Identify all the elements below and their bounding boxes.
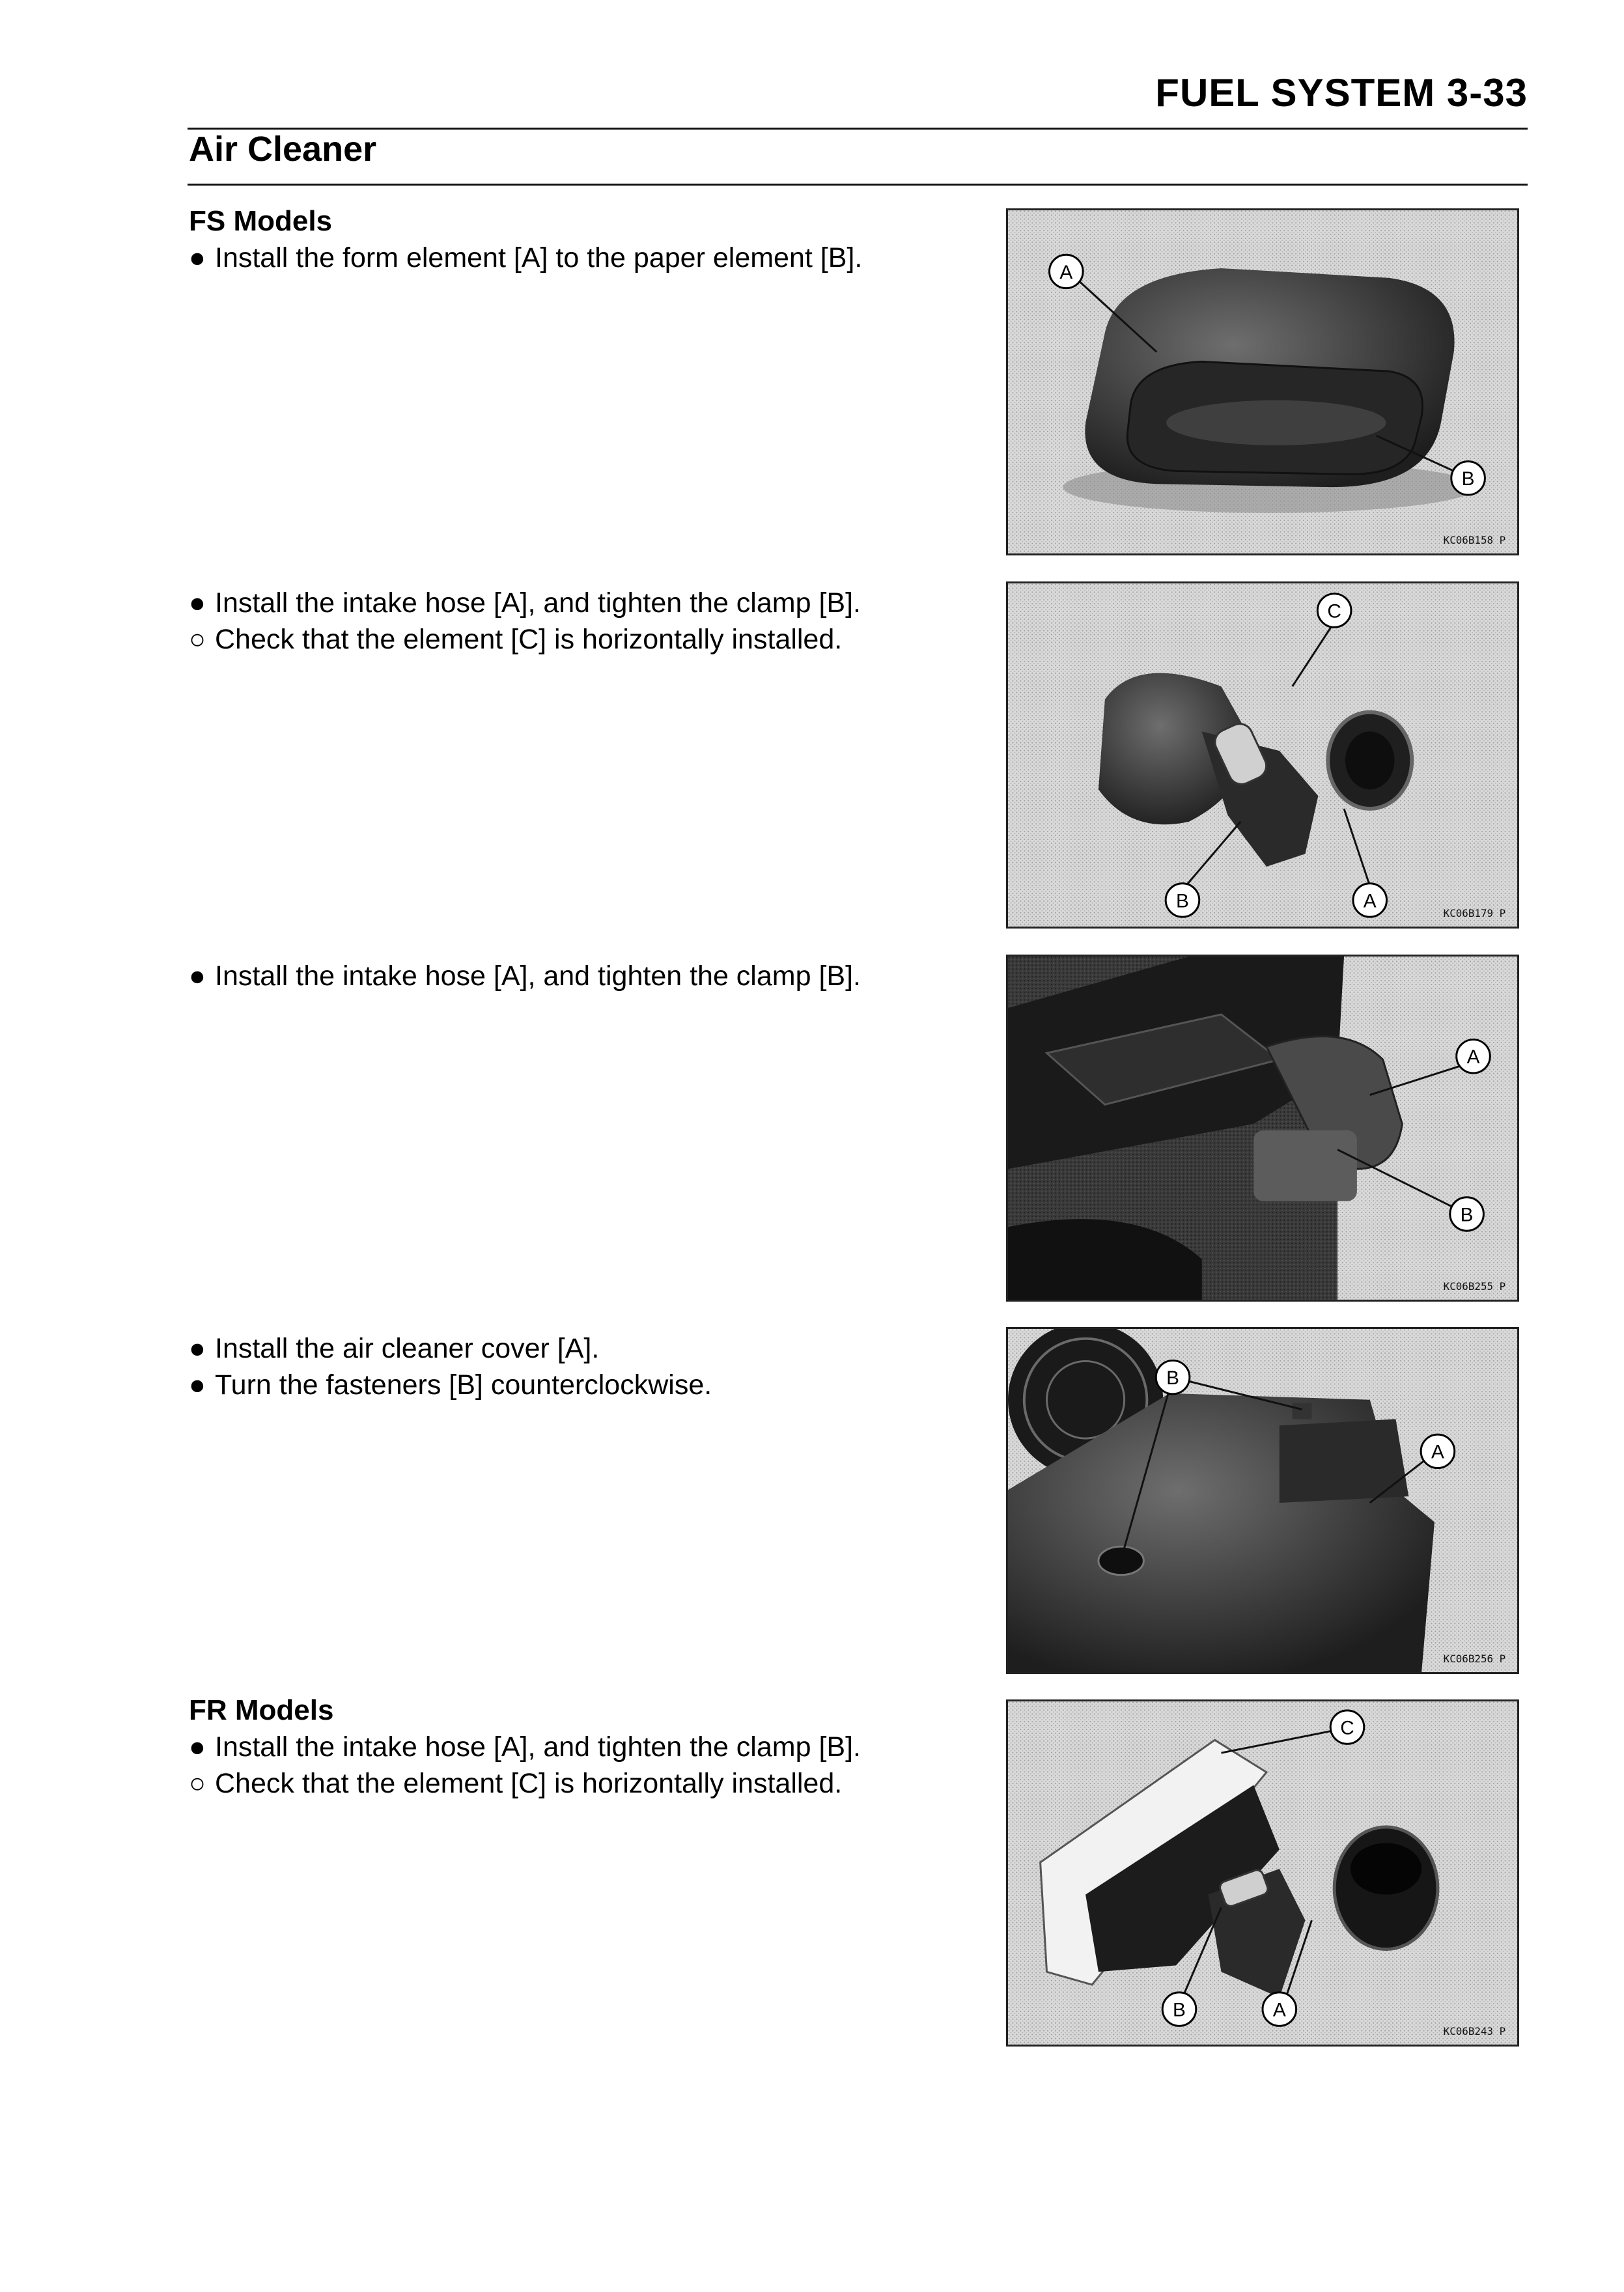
instruction-text: Turn the fasteners [B] counterclockwise. bbox=[215, 1369, 712, 1401]
step-4-text bbox=[189, 1330, 970, 1403]
bullet-marker: ● bbox=[189, 242, 206, 273]
bullet-marker: ● bbox=[189, 960, 206, 992]
instruction-line bbox=[189, 1729, 970, 1765]
figure-id: KC06B256 P bbox=[1443, 1653, 1506, 1666]
step-1-text bbox=[189, 203, 970, 276]
instruction-text: Check that the element [C] is horizontally installed. bbox=[215, 1768, 843, 1799]
instruction-line bbox=[189, 240, 970, 276]
bullet-marker: ● bbox=[189, 1333, 206, 1364]
air-cleaner-cover-photo bbox=[1006, 1327, 1519, 1674]
instruction-text: Install the air cleaner cover [A]. bbox=[215, 1333, 600, 1364]
callout-label: A bbox=[1059, 261, 1073, 283]
instruction-line bbox=[189, 1765, 970, 1802]
instruction-text: Check that the element [C] is horizontally installed. bbox=[215, 624, 843, 655]
bullet-marker: ● bbox=[189, 587, 206, 619]
bullet-marker: ● bbox=[189, 1731, 206, 1763]
callout-label: B bbox=[1173, 1999, 1186, 2021]
callout-label: A bbox=[1363, 890, 1377, 912]
section-title: Air Cleaner bbox=[189, 130, 377, 169]
callout-label: B bbox=[1166, 1367, 1179, 1390]
bullet-marker: ○ bbox=[189, 624, 206, 655]
callout-label: B bbox=[1461, 468, 1475, 490]
instruction-line bbox=[189, 585, 970, 621]
step-3-text bbox=[189, 958, 970, 994]
bullet-marker: ○ bbox=[189, 1768, 206, 1799]
callout-label: A bbox=[1431, 1441, 1444, 1463]
instruction-line bbox=[189, 1367, 970, 1403]
instruction-line bbox=[189, 621, 970, 658]
instruction-text: Install the intake hose [A], and tighten the clamp [B]. bbox=[215, 1731, 861, 1763]
subhead-fs-models: FS Models bbox=[189, 205, 333, 237]
instruction-line bbox=[189, 1330, 970, 1367]
instruction-line bbox=[189, 958, 970, 994]
callout-label: B bbox=[1460, 1204, 1474, 1226]
step-2-text bbox=[189, 585, 970, 658]
header-rule bbox=[188, 128, 1528, 130]
callout-label: B bbox=[1176, 890, 1189, 912]
figure-id: KC06B243 P bbox=[1443, 2025, 1506, 2038]
intake-hose-photo bbox=[1006, 581, 1519, 929]
callout-label: A bbox=[1466, 1046, 1480, 1069]
figure-id: KC06B255 P bbox=[1443, 1280, 1506, 1293]
fr-air-filter-photo bbox=[1006, 1699, 1519, 2047]
page-header-title: FUEL SYSTEM 3-33 bbox=[1155, 71, 1528, 115]
subhead-fr-models: FR Models bbox=[189, 1694, 334, 1726]
instruction-text: Install the form element [A] to the paper element [B]. bbox=[215, 242, 863, 273]
figure-id: KC06B158 P bbox=[1443, 534, 1506, 547]
figure-id: KC06B179 P bbox=[1443, 907, 1506, 920]
instruction-text: Install the intake hose [A], and tighten the clamp [B]. bbox=[215, 960, 861, 992]
step-5-text bbox=[189, 1692, 970, 1802]
callout-label: C bbox=[1340, 1717, 1354, 1739]
bullet-marker: ● bbox=[189, 1369, 206, 1401]
instruction-text: Install the intake hose [A], and tighten the clamp [B]. bbox=[215, 587, 861, 619]
air-filter-element-photo bbox=[1006, 208, 1519, 555]
callout-label: C bbox=[1327, 600, 1341, 622]
section-rule bbox=[188, 184, 1528, 186]
engine-intake-photo bbox=[1006, 955, 1519, 1302]
callout-label: A bbox=[1272, 1999, 1286, 2021]
